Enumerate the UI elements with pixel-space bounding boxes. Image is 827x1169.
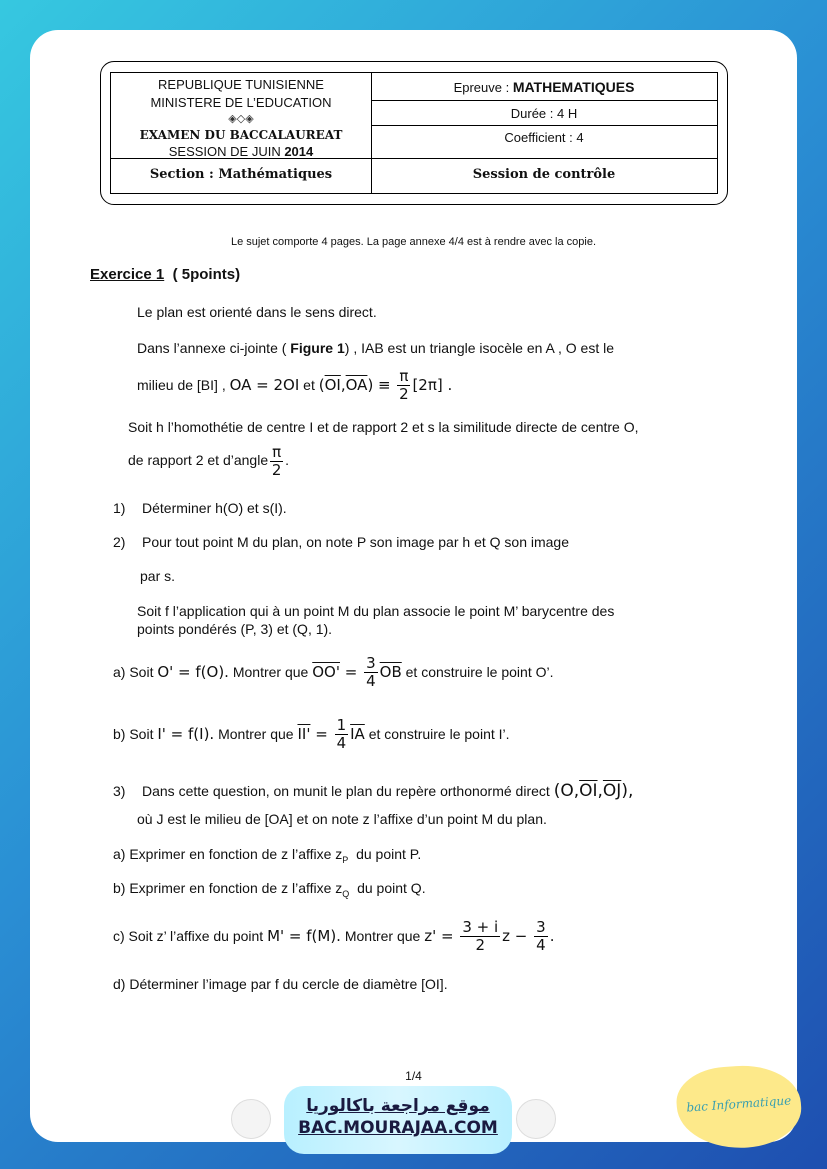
q1-num: 1) bbox=[113, 500, 126, 516]
brand-text: bac Informatique bbox=[685, 1093, 792, 1115]
session-year: 2014 bbox=[284, 144, 314, 159]
intro-line-2 bbox=[137, 339, 614, 357]
intro4b: de rapport 2 et d’angle bbox=[128, 452, 269, 469]
q3c-text: c) Soit z’ l’affixe du point bbox=[113, 928, 264, 944]
q2a-line bbox=[113, 655, 554, 690]
angle-formula: $(\overline{OI},\overline{OA})$ ≡ $\frac{\pi}{2}$ [2π] . bbox=[318, 367, 453, 403]
q2b-label: b) Soit bbox=[113, 726, 154, 742]
q3c-line bbox=[113, 919, 554, 954]
session-line bbox=[111, 144, 371, 160]
site-arabic: موقع مراجعة باكالوريا bbox=[306, 1096, 490, 1116]
intro2a: Dans l’annexe ci-jointe ( bbox=[137, 340, 291, 356]
ornament: ◈◇◈ bbox=[228, 113, 254, 125]
epreuve-value: MATHEMATIQUES bbox=[512, 79, 635, 95]
header-table bbox=[110, 72, 718, 194]
epreuve-line bbox=[371, 79, 717, 96]
q2a-mid: Montrer que bbox=[232, 664, 309, 680]
q3b-text: b) Exprimer en fonction de z l’affixe z bbox=[113, 880, 343, 896]
intro-line-1: Le plan est orienté dans le sens direct. bbox=[137, 304, 377, 320]
ministry-name: MINISTERE DE L’EDUCATION bbox=[150, 95, 332, 110]
q3-num: 3) bbox=[113, 783, 126, 799]
intro3c: et bbox=[303, 377, 315, 393]
logo-right-icon bbox=[516, 1099, 556, 1139]
q2b-line bbox=[113, 717, 510, 752]
q3-line-b: où J est le milieu de [OA] et on note z l’affixe d’un point M du plan. bbox=[137, 811, 547, 827]
section: Section : Mathématiques bbox=[149, 167, 333, 182]
q2-line-d: points pondérés (P, 3) et (Q, 1). bbox=[137, 621, 333, 637]
q2a-end: et construire le point O’. bbox=[405, 664, 554, 680]
exam-note: Le sujet comporte 4 pages. La page annexe 4/4 est à rendre avec la copie. bbox=[230, 236, 597, 248]
q3c-mid: Montrer que bbox=[344, 928, 421, 944]
site-url[interactable]: BAC.MOURAJAA.COM bbox=[298, 1118, 498, 1138]
epreuve-label: Epreuve : bbox=[453, 80, 513, 95]
q2b-formula: II' = $\frac{1}{4}$ $\overline{IA}$ bbox=[297, 716, 365, 752]
session-type: Session de contrôle bbox=[472, 167, 616, 182]
q3c-def: M' = f(M). bbox=[267, 927, 341, 945]
q2a-label: a) Soit bbox=[113, 664, 154, 680]
page-number: 1/4 bbox=[405, 1069, 422, 1083]
q2a-formula: OO' = $\frac{3}{4}$ $\overline{OB}$ bbox=[312, 654, 402, 690]
q2-line-a: Pour tout point M du plan, on note P son image par h et Q son image bbox=[142, 534, 570, 550]
exercise-points: ( 5points) bbox=[172, 266, 241, 283]
session-prefix: SESSION DE JUIN bbox=[168, 144, 285, 159]
q2-line-b: par s. bbox=[140, 568, 176, 584]
site-badge[interactable] bbox=[284, 1086, 512, 1154]
q3d-line: d) Déterminer l’image par f du cercle de diamètre [OI]. bbox=[113, 976, 448, 992]
intro-line-5: de rapport 2 et d’angle $\frac{\pi}{2}$ . bbox=[128, 443, 290, 479]
exercise-title: Exercice 1 bbox=[90, 266, 165, 283]
exercise-heading bbox=[90, 266, 240, 284]
exam-header bbox=[100, 61, 728, 205]
q2-num: 2) bbox=[113, 534, 126, 550]
q2b-end: et construire le point I’. bbox=[368, 726, 510, 742]
q3-line-a bbox=[142, 782, 633, 800]
q3a-sub: P bbox=[342, 854, 349, 865]
q3a-text: a) Exprimer en fonction de z l’affixe z bbox=[113, 846, 343, 862]
frame-formula: $(O,\overline{OI},\overline{OJ})$, bbox=[553, 781, 634, 801]
intro3b: OA = 2OI bbox=[229, 376, 300, 394]
intro2c: ) , IAB est un triangle isocèle en A , O est le bbox=[344, 340, 615, 356]
exam-name: EXAMEN DU BACCALAUREAT bbox=[139, 128, 343, 142]
q1-text: Déterminer h(O) et s(I). bbox=[142, 500, 287, 516]
q3a-line bbox=[113, 845, 421, 869]
q3b-end: du point Q. bbox=[357, 880, 426, 896]
intro-line-4: Soit h l’homothétie de centre I et de rapport 2 et s la similitude directe de centre O, bbox=[128, 419, 639, 435]
intro-line-3 bbox=[137, 368, 452, 403]
q3c-formula: z' = $\frac{3 + i}{2}$ z − $\frac{3}{4}$ . bbox=[424, 918, 555, 954]
q2b-mid: Montrer que bbox=[218, 726, 294, 742]
q3a: Dans cette question, on munit le plan du repère orthonormé direct bbox=[142, 783, 550, 799]
q2b-def: I' = f(I). bbox=[157, 725, 215, 743]
duree: Durée : 4 H bbox=[510, 106, 578, 121]
logo-left-icon bbox=[231, 1099, 271, 1139]
q3b-line bbox=[113, 879, 426, 903]
coefficient: Coefficient : 4 bbox=[504, 130, 584, 145]
q3b-sub: Q bbox=[342, 888, 350, 899]
figure-ref: Figure 1 bbox=[290, 340, 345, 356]
intro3a: milieu de [BI] , bbox=[137, 377, 226, 393]
q2-line-c: Soit f l’application qui à un point M du plan associe le point M’ barycentre des bbox=[137, 603, 615, 619]
country-name: REPUBLIQUE TUNISIENNE bbox=[158, 77, 324, 92]
q3a-end: du point P. bbox=[356, 846, 422, 862]
q2a-def: O' = f(O). bbox=[157, 663, 229, 681]
